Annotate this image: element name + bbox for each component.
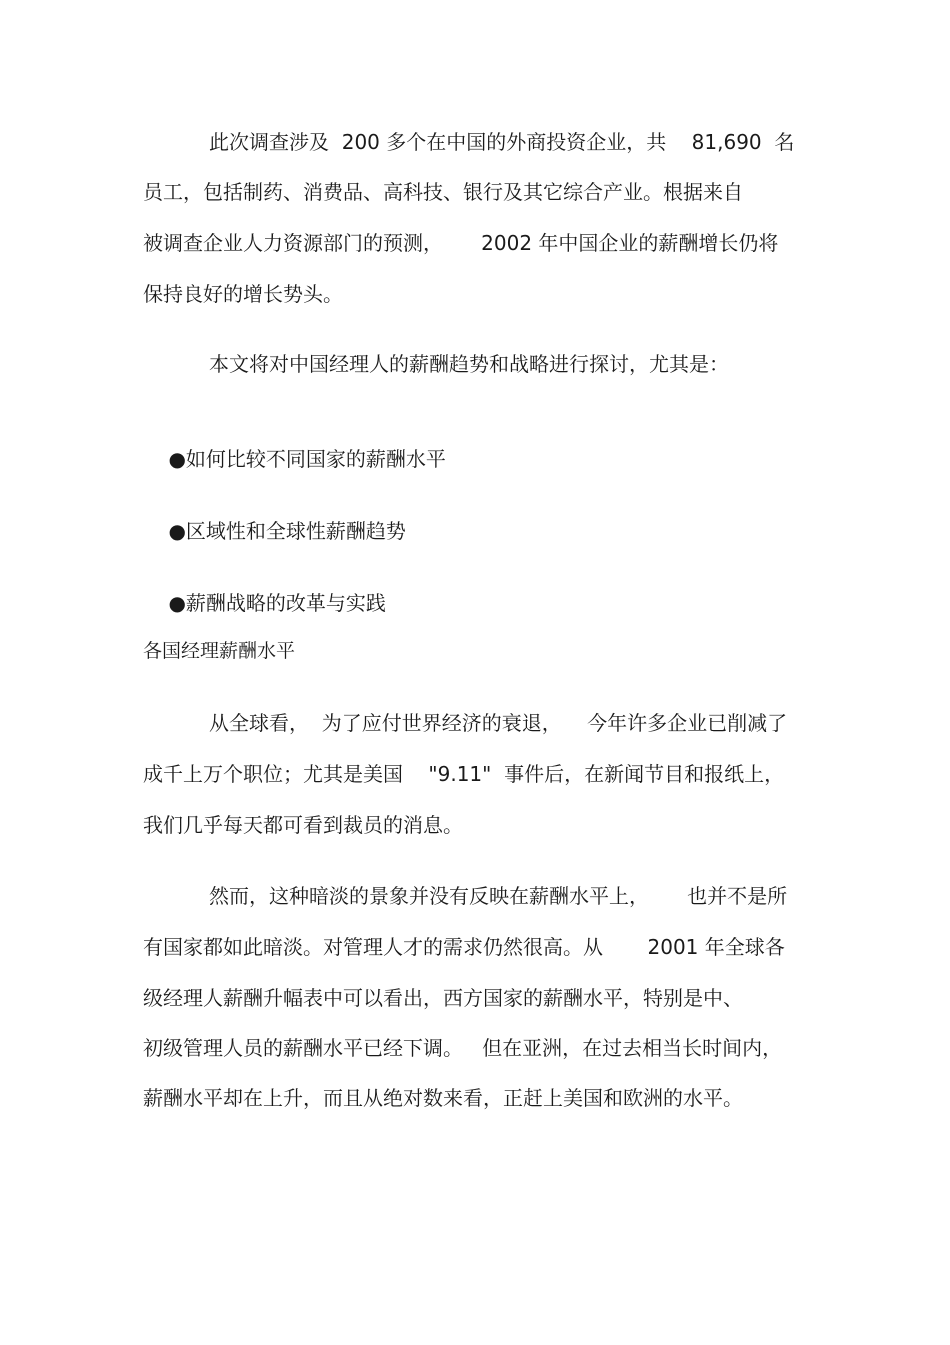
paragraph-4-line-3: 级经理人薪酬升幅表中可以看出，西方国家的薪酬水平，特别是中、 bbox=[143, 986, 743, 1010]
paragraph-2-line-1: 本文将对中国经理人的薪酬趋势和战略进行探讨，尤其是： bbox=[209, 352, 729, 376]
bullet-text: 薪酬战略的改革与实践 bbox=[185, 591, 386, 615]
paragraph-1-line-4: 保持良好的增长势头。 bbox=[143, 282, 343, 306]
paragraph-4-line-4: 初级管理人员的薪酬水平已经下调。 但在亚洲，在过去相当长时间内， bbox=[143, 1036, 783, 1060]
paragraph-4-line-1: 然而，这种暗淡的景象并没有反映在薪酬水平上， 也并不是所 bbox=[209, 884, 788, 908]
bullet-icon: ● bbox=[168, 447, 186, 471]
paragraph-3-line-2: 成千上万个职位；尤其是美国 "9.11" 事件后，在新闻节目和报纸上， bbox=[143, 762, 785, 786]
paragraph-3-line-3: 我们几乎每天都可看到裁员的消息。 bbox=[143, 813, 463, 837]
paragraph-1-line-2: 员工，包括制药、消费品、高科技、银行及其它综合产业。根据来自 bbox=[143, 180, 743, 204]
paragraph-4-line-5: 薪酬水平却在上升，而且从绝对数来看，正赶上美国和欧洲的水平。 bbox=[143, 1086, 743, 1110]
bullet-item bbox=[143, 423, 446, 495]
bullet-text: 区域性和全球性薪酬趋势 bbox=[185, 519, 406, 543]
bullet-icon: ● bbox=[168, 591, 186, 615]
bullet-item bbox=[143, 567, 386, 639]
paragraph-4-line-2: 有国家都如此暗淡。对管理人才的需求仍然很高。从 2001 年全球各 bbox=[143, 935, 785, 959]
paragraph-1-line-1: 此次调查涉及 200 多个在中国的外商投资企业，共 81,690 名 bbox=[209, 130, 795, 154]
section-heading: 各国经理薪酬水平 bbox=[143, 640, 296, 662]
paragraph-3-line-1: 从全球看， 为了应付世界经济的衰退， 今年许多企业已削减了 bbox=[209, 711, 788, 735]
bullet-text: 如何比较不同国家的薪酬水平 bbox=[185, 447, 446, 471]
paragraph-1-line-3: 被调查企业人力资源部门的预测， 2002 年中国企业的薪酬增长仍将 bbox=[143, 231, 779, 255]
bullet-item bbox=[143, 495, 406, 567]
bullet-icon: ● bbox=[168, 519, 186, 543]
